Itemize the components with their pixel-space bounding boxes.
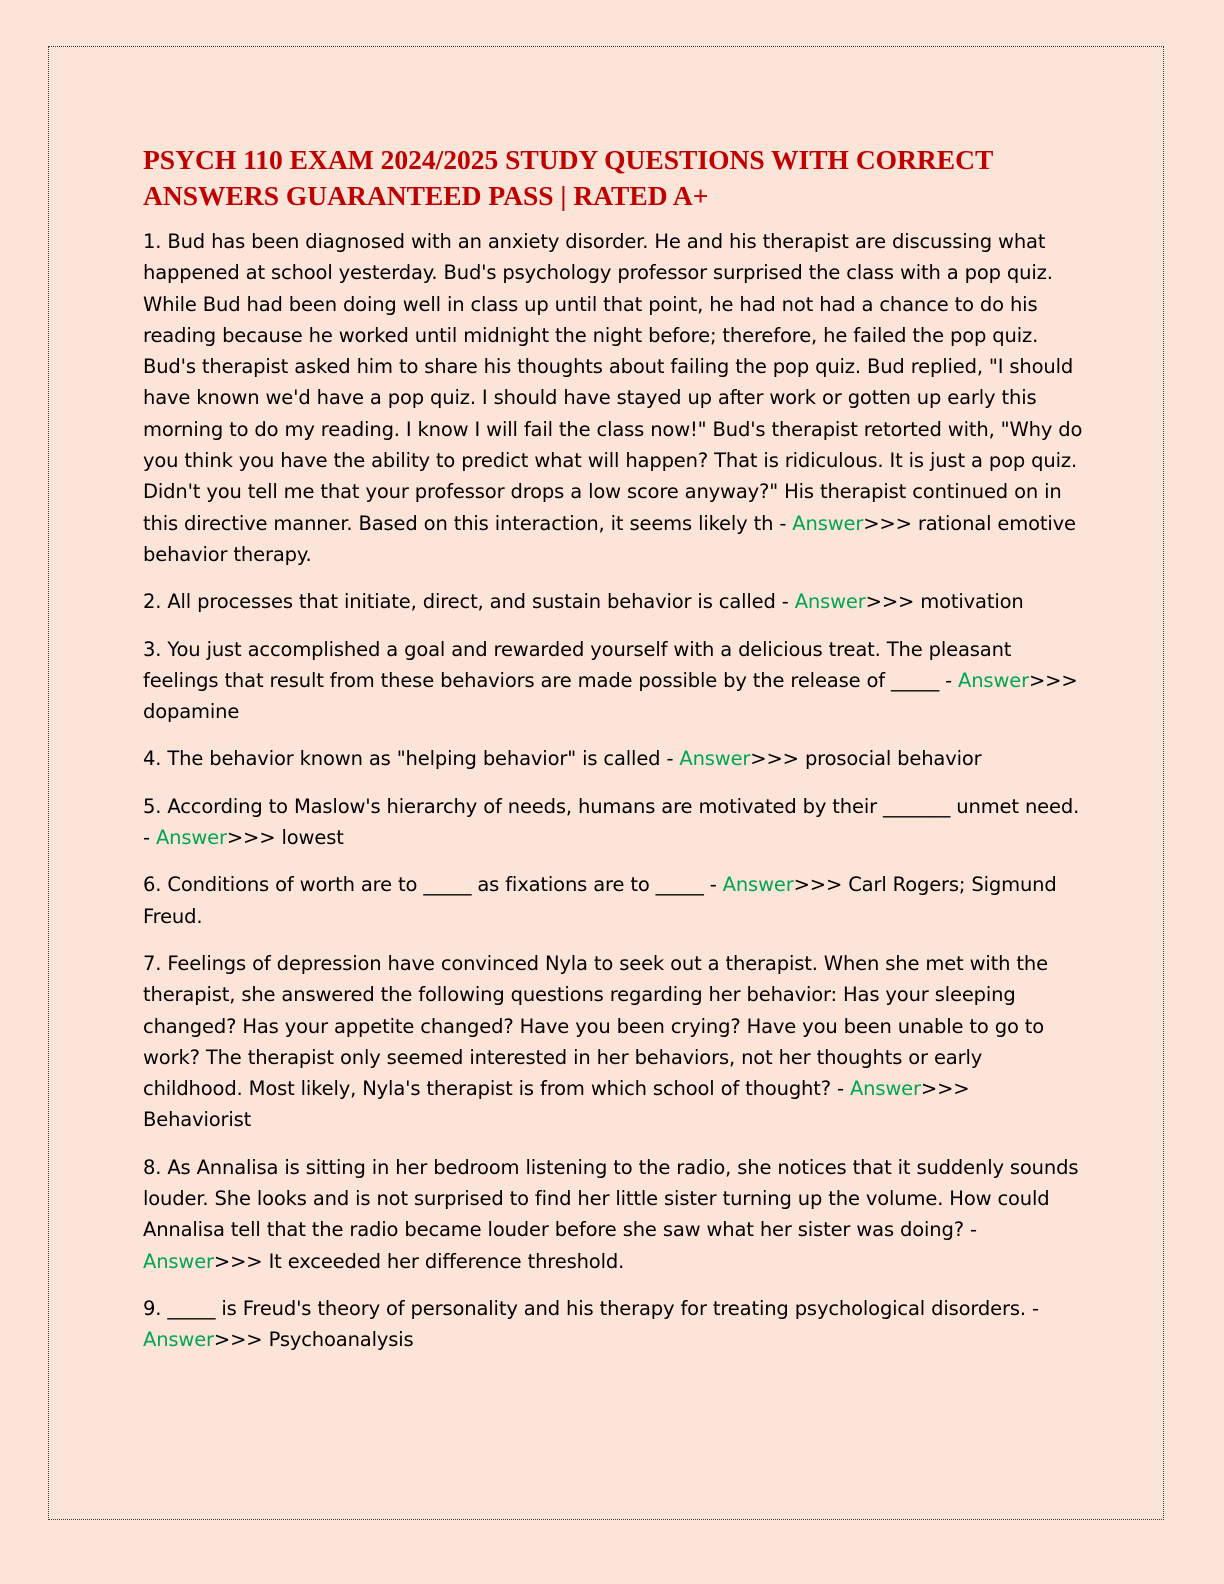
qa-item: 3. You just accomplished a goal and rewarded yourself with a delicious treat. The pleasant feelings that result from these behaviors are made possible by the release of _____ - Answer>>> dopamine xyxy=(143,637,1078,724)
answer-arrow: >>> xyxy=(863,511,912,535)
qa-item: 7. Feelings of depression have convinced Nyla to seek out a therapist. When she met with the therapist, she answered the following questions regarding her behavior: Has your sleeping changed? Has your appetite changed? Have you been crying? Have you been unable to go to work? The therapist only seemed interested in her behaviors, not her thoughts or early childhood. Most likely, Nyla's therapist is from which school of thought? - Answer>>> Behaviorist xyxy=(143,951,1048,1132)
answer-label: Answer xyxy=(958,668,1029,692)
question-text: 1. Bud has been diagnosed with an anxiety disorder. He and his therapist are discussing what happened at school yesterday. Bud's psychology professor surprised the class with a pop quiz. While Bud had been doing well in class up until that point, he had not had a chance to do his reading because he worked until midnight the night before; therefore, he failed the pop quiz. Bud's therapist asked him to share his thoughts about failing the pop quiz. Bud replied, "I should have known we'd have a pop quiz. I should have stayed up after work or gotten up early this morning to do my reading. I know I will fail the class now!" Bud's therapist retorted with, "Why do you think you have the ability to predict what will happen? That is ridiculous. It is just a pop quiz. Didn't you tell me that your professor drops a low score anyway?" His therapist continued on in this directive manner. Based on this interaction, it seems likely th xyxy=(143,230,1083,535)
answer-arrow: >>> xyxy=(1028,668,1078,692)
answer-text: rational emotive behavior therapy. xyxy=(143,511,1076,566)
question-text: 4. The behavior known as "helping behavior" is called xyxy=(143,747,661,771)
question-text: 6. Conditions of worth are to _____ as fixations are to _____ xyxy=(143,873,704,897)
answer-label: Answer xyxy=(143,1249,214,1273)
question-text: 7. Feelings of depression have convinced Nyla to seek out a therapist. When she met with the therapist, she answered the following questions regarding her behavior: Has your sleeping changed? Has your appetite changed? Have you been crying? Have you been unable to go to work? The therapist only seemed interested in her behaviors, not her thoughts or early childhood. Most likely, Nyla's therapist is from which school of thought? xyxy=(143,951,1048,1101)
answer-arrow: >>> xyxy=(920,1077,970,1101)
qa-item: 2. All processes that initiate, direct, and sustain behavior is called - Answer>>> motivation xyxy=(143,590,1024,614)
question-text: 2. All processes that initiate, direct, and sustain behavior is called xyxy=(143,590,776,614)
qa-item: 5. According to Maslow's hierarchy of needs, humans are motivated by their _______ unmet need. - Answer>>> lowest xyxy=(143,794,1080,850)
qa-item: 9. _____ is Freud's theory of personality and his therapy for treating psychological disorders. - Answer>>> Psychoanalysis xyxy=(143,1296,1039,1352)
document-title: PSYCH 110 EXAM 2024/2025 STUDY QUESTIONS WITH CORRECT ANSWERS GUARANTEED PASS | RATED A+ xyxy=(143,144,993,211)
answer-text: lowest xyxy=(281,826,344,850)
qa-item: 1. Bud has been diagnosed with an anxiety disorder. He and his therapist are discussing what happened at school yesterday. Bud's psychology professor surprised the class with a pop quiz. While Bud had been doing well in class up until that point, he had not had a chance to do his reading because he worked until midnight the night before; therefore, he failed the pop quiz. Bud's therapist asked him to share his thoughts about failing the pop quiz. Bud replied, "I should have known we'd have a pop quiz. I should have stayed up after work or gotten up early this morning to do my reading. I know I will fail the class now!" Bud's therapist retorted with, "Why do you think you have the ability to predict what will happen? That is ridiculous. It is just a pop quiz. Didn't you tell me that your professor drops a low score anyway?" His therapist continued on in this directive manner. Based on this interaction, it seems likely th - Answer>>> rational emotive behavior therapy. xyxy=(143,230,1083,566)
answer-arrow: >>> xyxy=(793,873,843,897)
answer-label: Answer xyxy=(143,1328,214,1352)
answer-label: Answer xyxy=(722,873,794,897)
answer-text: dopamine xyxy=(143,700,240,724)
answer-arrow: >>> xyxy=(226,826,276,850)
answer-text: prosocial behavior xyxy=(804,747,982,771)
question-text: 9. _____ is Freud's theory of personality and his therapy for treating psychological disorders. xyxy=(143,1296,1026,1320)
answer-arrow: >>> xyxy=(213,1249,263,1273)
answer-text: motivation xyxy=(920,590,1024,614)
question-text: 3. You just accomplished a goal and rewarded yourself with a delicious treat. The pleasant feelings that result from these behaviors are made possible by the release of _____ xyxy=(143,637,1012,692)
answer-label: Answer xyxy=(155,826,227,850)
qa-item: 6. Conditions of worth are to _____ as fixations are to _____ - Answer>>> Carl Rogers; Sigmund Freud. xyxy=(143,873,1057,928)
answer-arrow: >>> xyxy=(865,590,915,614)
question-text: 8. As Annalisa is sitting in her bedroom listening to the radio, she notices that it suddenly sounds louder. She looks and is not surprised to find her little sister turning up the volume. How could Annalisa tell that the radio became louder before she saw what her sister was doing? xyxy=(143,1155,1079,1242)
question-text: 5. According to Maslow's hierarchy of needs, humans are motivated by their _______ unmet need. xyxy=(143,794,1080,818)
answer-label: Answer xyxy=(849,1077,921,1101)
qa-item: 8. As Annalisa is sitting in her bedroom listening to the radio, she notices that it suddenly sounds louder. She looks and is not surprised to find her little sister turning up the volume. How could Annalisa tell that the radio became louder before she saw what her sister was doing? - Answer>>> It exceeded her difference threshold. xyxy=(143,1155,1079,1273)
document-body xyxy=(143,142,1083,1372)
answer-text: Psychoanalysis xyxy=(268,1328,414,1352)
answer-arrow: >>> xyxy=(213,1328,263,1352)
qa-item: 4. The behavior known as "helping behavior" is called - Answer>>> prosocial behavior xyxy=(143,747,982,771)
answer-arrow: >>> xyxy=(750,747,799,771)
answer-label: Answer xyxy=(794,590,866,614)
answer-label: Answer xyxy=(792,511,864,535)
answer-text: Carl Rogers; Sigmund Freud. xyxy=(143,873,1057,928)
answer-text: It exceeded her difference threshold. xyxy=(268,1249,625,1273)
answer-label: Answer xyxy=(679,747,751,771)
answer-text: Behaviorist xyxy=(143,1108,252,1132)
